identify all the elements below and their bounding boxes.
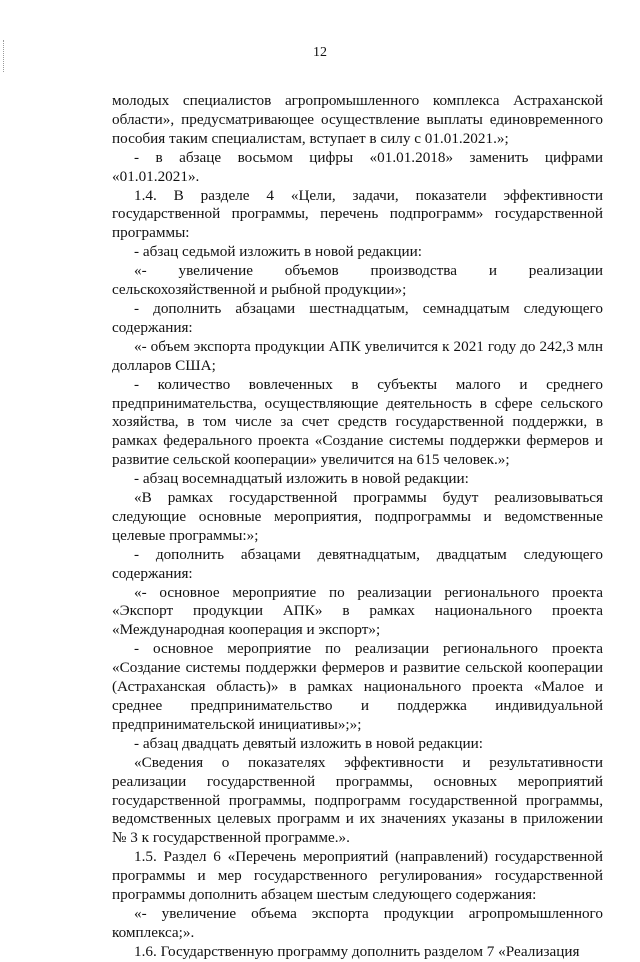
- paragraph: «- увеличение объемов производства и реализации сельскохозяйственной и рыбной продукции»;: [112, 262, 603, 299]
- paragraph: - основное мероприятие по реализации регионального проекта «Создание системы поддержки фермеров и развитие сельской кооперации (Астраханская область)» в рамках национального проекта «Малое и среднее предпринимательство и поддержка индивидуальной предпринимательской инициативы»;»;: [112, 640, 603, 733]
- paragraph: «- основное мероприятие по реализации регионального проекта «Экспорт продукции АПК» в рамках национального проекта «Международная кооперация и экспорт»;: [112, 583, 603, 639]
- paragraph: - в абзаце восьмом цифры «01.01.2018» заменить цифрами «01.01.2021».: [112, 148, 603, 185]
- paragraph: - абзац двадцать девятый изложить в новой редакции:: [134, 734, 483, 752]
- paragraph: 1.4. В разделе 4 «Цели, задачи, показатели эффективности государственной программы, перечень подпрограмм» государственной программы:: [112, 186, 603, 242]
- paragraph: - дополнить абзацами девятнадцатым, двадцатым следующего содержания:: [112, 545, 603, 582]
- paragraph: «Сведения о показателях эффективности и результативности реализации государственной программы, основных мероприятий государственной программы, подпрограмм государственной программы, ведомственных целевых программ и их значениях указаны в приложении № 3 к государственной программе.».: [112, 753, 603, 847]
- paragraph: 1.5. Раздел 6 «Перечень мероприятий (направлений) государственной программы и мер государственного регулирования» государственной программы дополнить абзацем шестым следующего содержания:: [112, 848, 603, 904]
- paragraph: - абзац восемнадцатый изложить в новой редакции:: [134, 470, 469, 488]
- paragraph: «- объем экспорта продукции АПК увеличится к 2021 году до 242,3 млн долларов США;: [112, 337, 603, 374]
- paragraph: «- увеличение объема экспорта продукции агропромышленного комплекса;».: [112, 904, 603, 941]
- paragraph: «В рамках государственной программы будут реализовываться следующие основные мероприятия, подпрограммы и ведомственные целевые программы:»;: [112, 489, 603, 544]
- paragraph: молодых специалистов агропромышленного комплекса Астраханской области», предусматривающее осуществление выплаты единовременного пособия таким специалистам, вступает в силу с 01.01.2021.»;: [112, 92, 603, 147]
- page-number: 12: [313, 45, 327, 60]
- document-body: [112, 92, 603, 962]
- paragraph: 1.6. Государственную программу дополнить разделом 7 «Реализация: [134, 942, 580, 960]
- paragraph: - количество вовлеченных в субъекты малого и среднего предпринимательства, осуществляющие деятельность в сфере сельского хозяйства, в том числе за счет средств государственной поддержки, в рамках федерального проекта «Создание системы поддержки фермеров и развитие сельской кооперации» увеличится на 615 человек.»;: [112, 375, 603, 469]
- paragraph: - дополнить абзацами шестнадцатым, семнадцатым следующего содержания:: [112, 299, 603, 336]
- paragraph: - абзац седьмой изложить в новой редакции:: [134, 243, 422, 261]
